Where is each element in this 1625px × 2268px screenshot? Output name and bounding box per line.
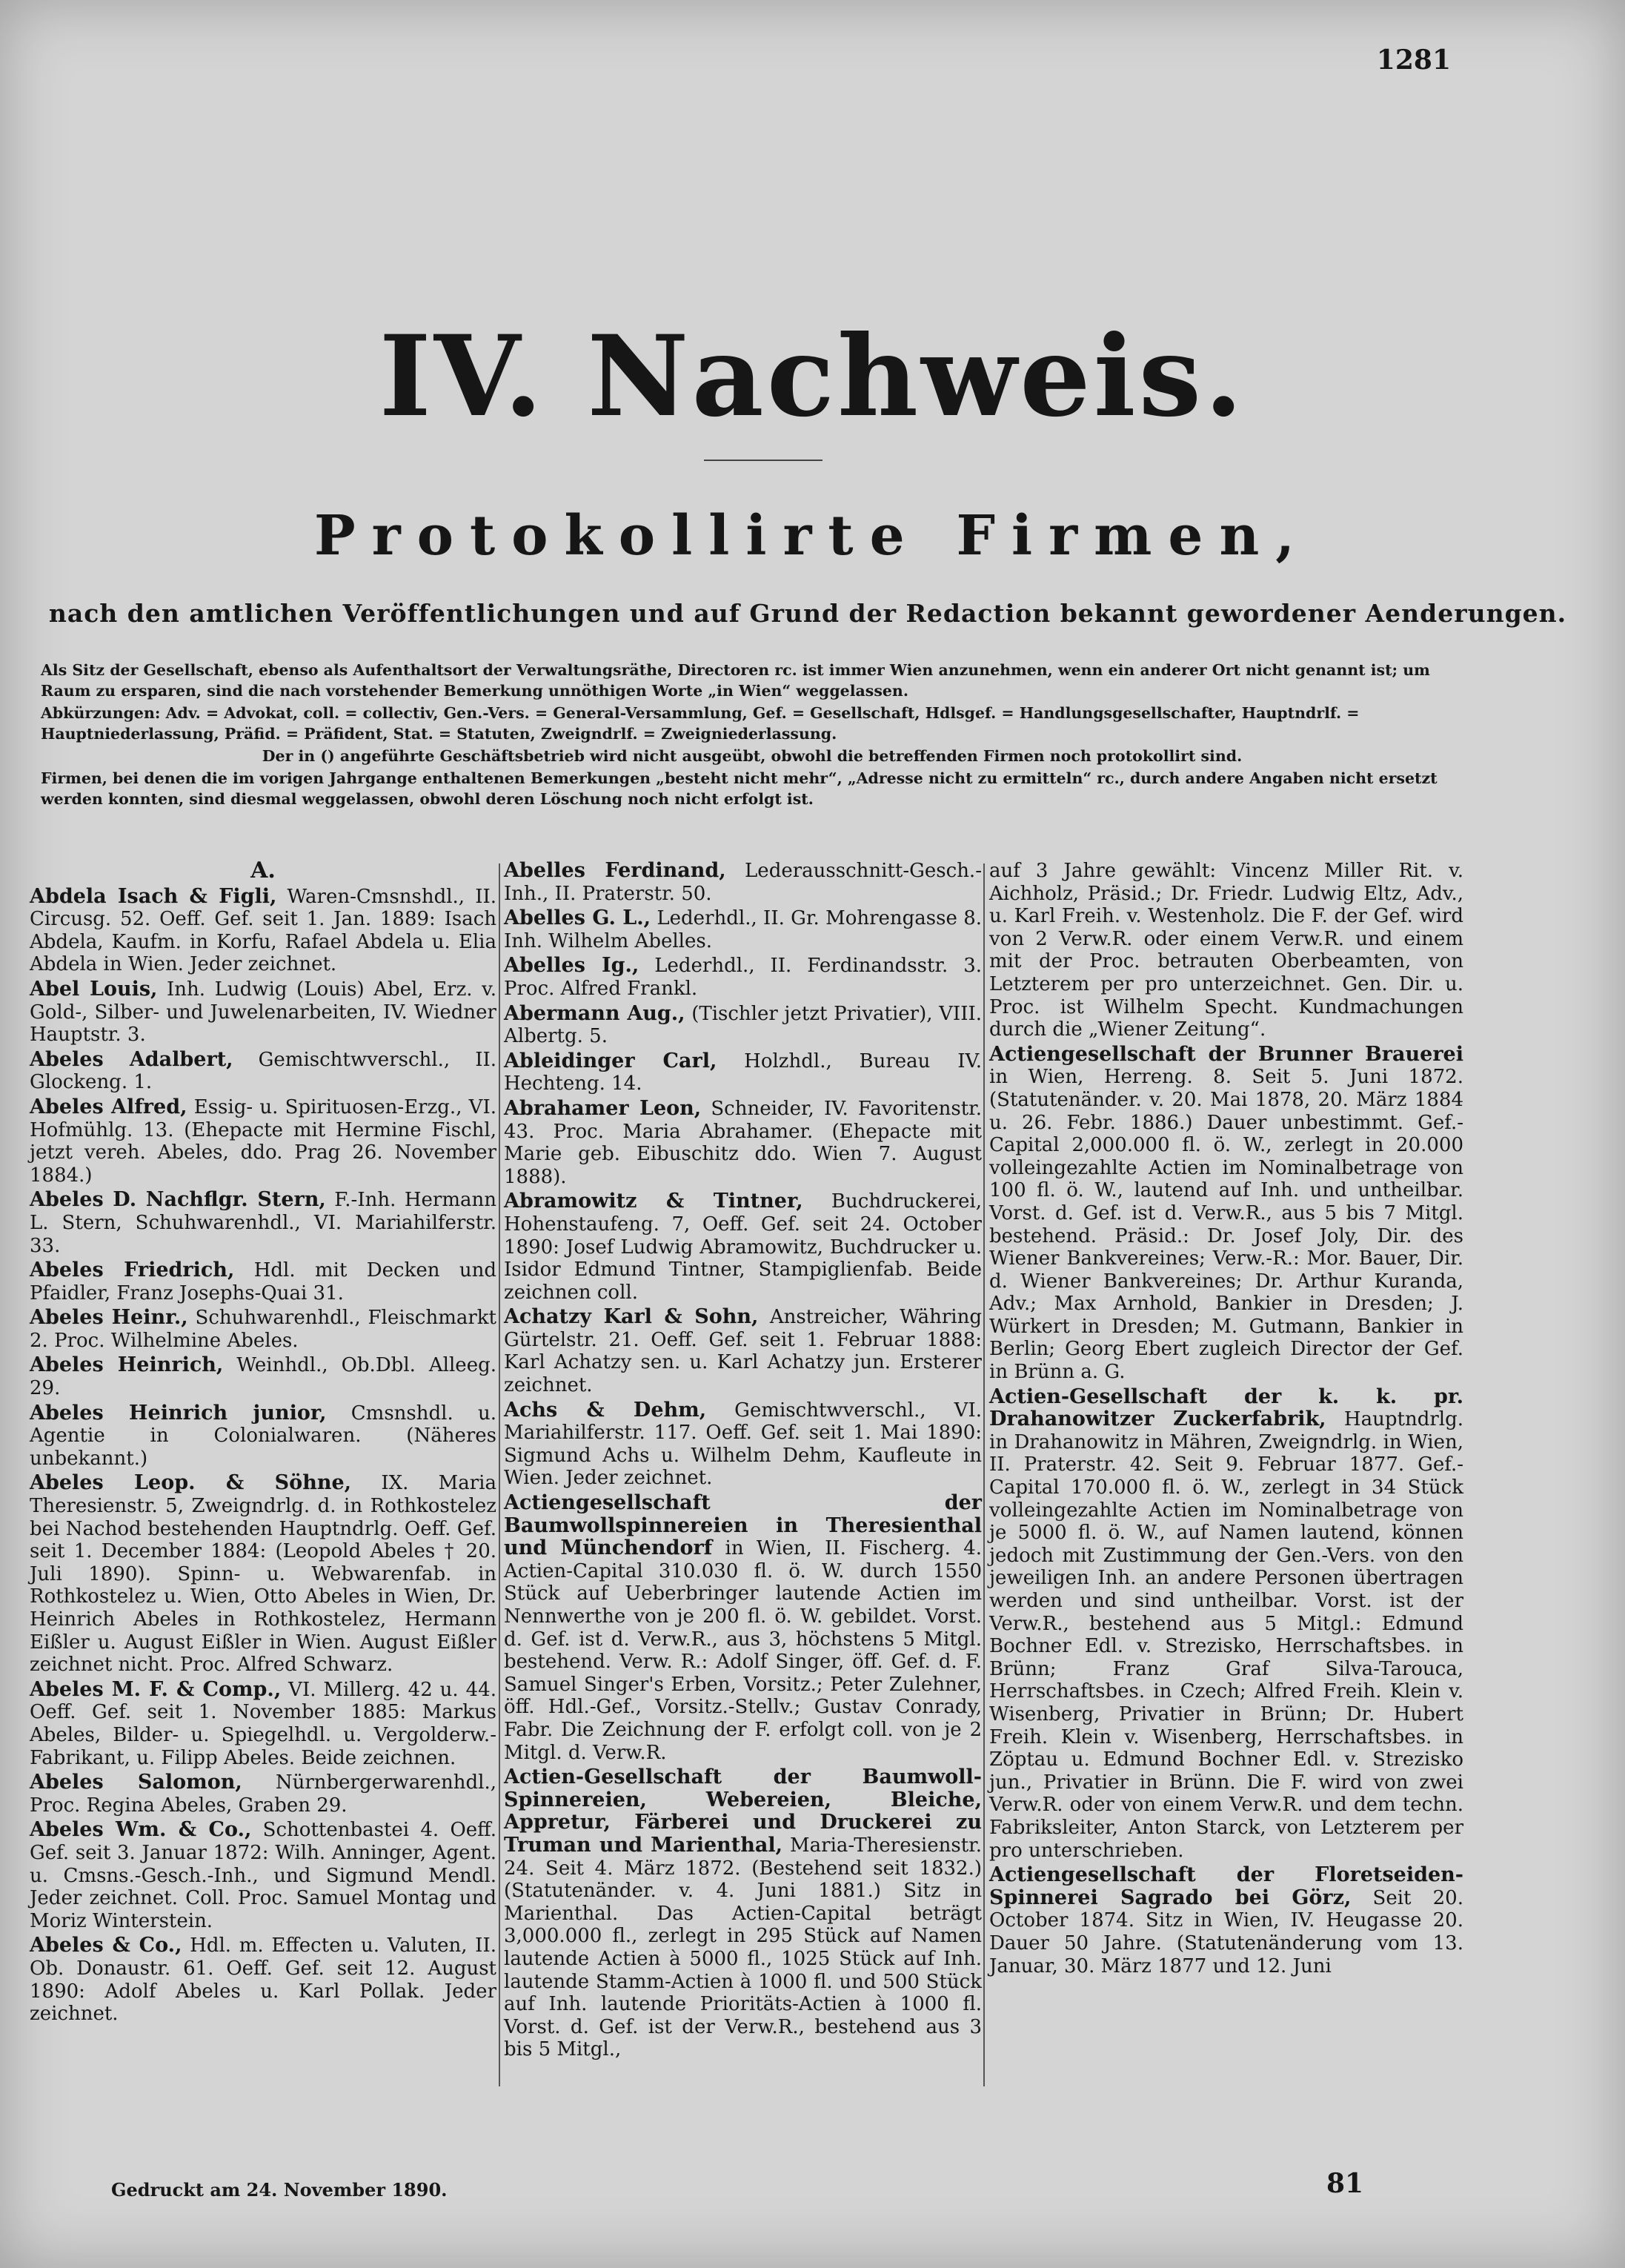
column-divider	[499, 863, 500, 2086]
firm-name: Achs & Dehm,	[504, 1398, 707, 1422]
firm-entry	[504, 1050, 982, 1095]
section-subtitle: nach den amtlichen Veröffentlichungen und auf Grund der Redaction bekannt gewordener Aenderungen.	[48, 599, 1567, 628]
firm-details: Hdl. mit Decken und Pfaidler, Franz Josephs-Quai 31.	[30, 1259, 496, 1304]
firm-entry	[30, 1402, 496, 1470]
note-omitted: Firmen, bei denen die im vorigen Jahrgange enthaltenen Bemerkungen „besteht nicht mehr“, „Adresse nicht zu ermitteln“ rc., durch andere Angaben nicht ersetzt werden konnten, sind diesmal weggelassen, obwohl deren Löschung noch nicht erfolgt ist.	[41, 769, 1438, 808]
firm-entry	[30, 886, 496, 976]
firm-details: Nürnbergerwarenhdl., Proc. Regina Abeles, Graben 29.	[30, 1771, 496, 1817]
firm-entry	[30, 1259, 496, 1304]
column-3	[989, 860, 1463, 1980]
firm-details: Hdl. m. Effecten u. Valuten, II. Ob. Donaustr. 61. Oeff. Gef. seit 12. August 1890: Adolf Abeles u. Karl Pollak. Jeder zeichnet.	[30, 1934, 496, 2026]
note-brackets: Der in () angeführte Geschäftsbetrieb wird nicht ausgeübt, obwohl die betreffenden Firmen noch protokollirt sind.	[262, 747, 1243, 765]
section-title: Protokollirte Firmen,	[313, 504, 1312, 568]
firm-details: Lederhdl., II. Ferdinandsstr. 3. Proc. Alfred Frankl.	[504, 955, 983, 1000]
firm-name: Abeles Alfred,	[30, 1095, 187, 1118]
note-seat: Als Sitz der Gesellschaft, ebenso als Aufenthaltsort der Verwaltungsräthe, Directoren rc. ist immer Wien anzunehmen, wenn ein anderer Ort nicht genannt ist; um Raum zu ersparen, sind die nach vorstehender Bemerkung unnöthigen Worte „in Wien“ weggelassen.	[41, 661, 1430, 700]
firm-name: Ableidinger Carl,	[504, 1049, 717, 1072]
editorial-notes	[41, 660, 1463, 811]
firm-name: Abeles Adalbert,	[30, 1047, 233, 1071]
firm-name: Abramowitz & Tintner,	[504, 1190, 803, 1213]
firm-details: VI. Millerg. 42 u. 44. Oeff. Gef. seit 1. November 1885: Markus Abeles, Bilder- u. Spiegelhdl. u. Vergolderw.-Fabrikant, u. Filipp Abeles. Beide zeichnen.	[30, 1678, 496, 1769]
firm-details: Gemischtwverschl., VI. Mariahilferstr. 117. Oeff. Gef. seit 1. Mai 1890: Sigmund Achs u. Wilhelm Dehm, Kaufleute in Wien. Jeder zeichnet.	[504, 1399, 982, 1490]
column-1	[30, 860, 496, 2028]
firm-details: Maria-Theresienstr. 24. Seit 4. März 1872. (Bestehend seit 1832.) (Statutenänder. v. 4. Juni 1881.) Sitz in Marienthal. Das Actien-Capital beträgt 3,000.000 fl., zerlegt in 295 Stück auf Namen lautende Actien à 5000 fl., 1025 Stück auf Inh. lautende Stamm-Actien à 1000 fl. und 500 Stück auf Inh. lautende Prioritäts-Actien à 1000 fl. Vorst. d. Gef. ist der Verw.R., bestehend aus 3 bis 5 Mitgl.,	[504, 1834, 982, 2061]
firm-details: Schneider, IV. Favoritenstr. 43. Proc. Maria Abrahamer. (Ehepacte mit Marie geb. Eibuschitz ddo. Wien 7. August 1888).	[504, 1097, 982, 1188]
firm-details: in Wien, Herreng. 8. Seit 5. Juni 1872. (Statutenänder. v. 20. Mai 1878, 20. März 1884 u. 26. Febr. 1886.) Dauer unbestimmt. Gef.-Capital 2,000.000 fl. ö. W., zerlegt in 20.000 volleingezahlte Actien im Nominalbetrage von 100 fl. ö. W., lautend auf Inh. und untheilbar. Vorst. d. Gef. ist d. Verw.R., aus 5 bis 7 Mitgl. bestehend. Präsid.: Dr. Josef Joly, Dir. des Wiener Bankvereines; Verw.-R.: Mor. Bauer, Dir. d. Wiener Bankvereines; Dr. Arthur Kuranda, Adv.; Max Arnhold, Bankier in Dresden; J. Würkert in Dresden; M. Gutmann, Bankier in Berlin; Georg Ebert zugleich Director der Gef. in Brünn a. G.	[989, 1066, 1463, 1384]
firm-name: Abelles G. L.,	[504, 906, 651, 930]
print-date: Gedruckt am 24. November 1890.	[111, 2179, 448, 2201]
firm-details: Gemischtwverschl., II. Glockeng. 1.	[30, 1048, 496, 1094]
firm-entry	[504, 955, 982, 1000]
firm-entry	[504, 1306, 982, 1396]
firm-details: Hauptndrlg. in Drahanowitz in Mähren, Zweigndrlg. in Wien, II. Praterstr. 42. Seit 9. Februar 1877. Gef.-Capital 170.000 fl. ö. W., zerlegt in 34 Stück volleingezahlte Actien im Nominalbetrage von je 5000 fl. ö. W., auf Namen lautend, können jedoch mit Zustimmung der Gen.-Vers. von den jeweiligen Inh. an andere Personen übertragen werden und sind untheilbar. Vorst. ist der Verw.R., bestehend aus 5 Mitgl.: Edmund Bochner Edl. v. Strezisko, Herrschaftsbes. in Brünn; Franz Graf Silva-Tarouca, Herrschaftsbes. in Czech; Alfred Freih. Klein v. Wisenberg, Privatier in Brünn; Dr. Hubert Freih. Klein v. Wisenberg, Herrschaftsbes. in Zöptau u. Edmund Bochner Edl. v. Strezisko jun., Privatier in Brünn. Die F. wird von zwei Verw.R. oder von einem Verw.R. und dem techn. Fabriksleiter, Anton Starck, von Letzterem per pro unterschrieben.	[989, 1408, 1463, 1862]
firm-details: Schuhwarenhdl., Fleischmarkt 2. Proc. Wilhelmine Abeles.	[30, 1307, 496, 1352]
firm-name: Abeles Salomon,	[30, 1771, 242, 1794]
firm-details: in Wien, II. Fischerg. 4. Actien-Capital 310.030 fl. ö. W. durch 1550 Stück auf Ueberbringer lautende Actien im Nennwerthe von je 200 fl. ö. W. gebildet. Vorst. d. Gef. ist d. Verw.R., aus 3, höchstens 5 Mitgl. bestehend. Verw. R.: Adolf Singer, öff. Gef. d. F. Samuel Singer's Erben, Vorsitz.; Peter Zulehner, öff. Hdl.-Gef., Vorsitz.-Stellv.; Gustav Conrady, Fabr. Die Zeichnung der F. erfolgt coll. von je 2 Mitgl. d. Verw.R.	[504, 1537, 982, 1764]
firm-entry	[504, 1492, 982, 1764]
firm-name: Actiengesellschaft der Baumwollspinnereien in Theresienthal und Münchendorf	[504, 1491, 982, 1560]
firm-details: Weinhdl., Ob.Dbl. Allееg. 29.	[30, 1354, 496, 1400]
firm-name: Actien-Gesellschaft der Baumwoll-Spinnereien, Webereien, Bleiche, Appretur, Färberei und Druckerei zu Truman und Marienthal,	[504, 1765, 982, 1857]
firm-name: Achatzy Karl & Sohn,	[504, 1305, 759, 1329]
firm-details: F.-Inh. Hermann L. Stern, Schuhwarenhdl., VI. Mariahilferstr. 33.	[30, 1189, 497, 1257]
section-letter: A.	[250, 858, 276, 883]
firm-entry	[989, 1386, 1463, 1862]
firm-name: Actien-Gesellschaft der k. k. pr. Drahanowitzer Zuckerfabrik,	[989, 1385, 1463, 1431]
firm-details: auf 3 Jahre gewählt: Vincenz Miller Rit. v. Aichholz, Präsid.; Dr. Friedr. Ludwig Eltz, Adv., u. Karl Freih. v. Westenholz. Die F. der Gef. wird von 2 Verw.R. oder einem Verw.R. und einem mit der Proc. betrauten Oberbeamten, von Letzterem per pro unterzeichnet. Gen. Dir. u. Proc. ist Wilhelm Specht. Kundmachungen durch die „Wiener Zeitung“.	[989, 860, 1463, 1041]
firm-entry	[30, 1307, 496, 1352]
column-divider	[983, 863, 985, 2086]
firm-name: Abelles Ferdinand,	[504, 859, 726, 882]
firm-details: Essig- u. Spirituosen-Erzg., VI. Hofmühlg. 13. (Ehepacte mit Hermine Fischl, jetzt vereh. Abeles, ddo. Prag 26. November 1884.)	[30, 1095, 496, 1187]
firm-entry	[504, 1399, 982, 1490]
firm-entry	[504, 860, 982, 905]
firm-name: Actiengesellschaft der Brunner Brauerei	[989, 1042, 1463, 1066]
firm-details: Lederausschnitt-Gesch.-Inh., II. Praterstr. 50.	[504, 860, 982, 905]
firm-entry	[30, 1934, 496, 2025]
firm-entry	[30, 1679, 496, 1769]
firm-entry	[30, 1049, 496, 1094]
firm-details: Waren-Cmsnshdl., II. Circusg. 52. Oeff. Gef. seit 1. Jan. 1889: Isach Abdela, Kaufm. in Korfu, Rafael Abdela u. Elia Abdela in Wien. Jeder zeichnet.	[30, 885, 497, 976]
firm-name: Abeles Leop. & Söhne,	[30, 1471, 352, 1495]
firm-details: Buchdruckerei, Hohenstaufeng. 7, Oeff. Gef. seit 24. October 1890: Josef Ludwig Abramowitz, Buchdrucker u. Isidor Edmund Tintner, Stampiglienfab. Beide zeichnen coll.	[504, 1190, 982, 1304]
firm-name: Actiengesellschaft der Floretseiden-Spinnerei Sagrado bei Görz,	[989, 1863, 1463, 1909]
firm-entry	[30, 1096, 496, 1187]
sheet-number: 81	[1326, 2168, 1364, 2199]
firm-details: (Tischler jetzt Privatier), VIII. Albertg. 5.	[504, 1002, 983, 1048]
firm-entry	[504, 1766, 982, 2061]
firm-entry	[989, 860, 1463, 1041]
firm-entry	[989, 1864, 1463, 1977]
firm-entry	[30, 1354, 496, 1399]
firm-name: Abeles Heinrich junior,	[30, 1401, 327, 1425]
firm-name: Abeles Heinr.,	[30, 1306, 188, 1330]
page-title: IV. Nachweis.	[379, 311, 1246, 442]
firm-name: Abermann Aug.,	[504, 1001, 685, 1025]
firm-name: Abeles M. F. & Comp.,	[30, 1677, 282, 1701]
firm-name: Abdela Isach & Figli,	[30, 884, 277, 908]
firm-details: Anstreicher, Währing Gürtelstr. 21. Oeff. Gef. seit 1. Februar 1888: Karl Achatzy sen. u. Karl Achatzy jun. Ersterer zeichnet.	[504, 1306, 982, 1397]
firm-entry	[504, 1190, 982, 1304]
firm-name: Abeles Wm. & Co.,	[30, 1818, 252, 1842]
firm-details: Holzhdl., Bureau IV. Hechteng. 14.	[504, 1050, 982, 1095]
firm-entry	[504, 1098, 982, 1188]
firm-details: IX. Maria Theresienstr. 5, Zweigndrlg. d. in Rothkostelez bei Nachod bestehenden Hauptndrlg. Oeff. Gef. seit 1. December 1884: (Leopold Abeles † 20. Juli 1890). Spinn- u. Webwarenfab. in Rothkostelez u. Wien, Otto Abeles in Wien, Dr. Heinrich Abeles in Rothkostelez, Hermann Eißler u. August Eißler in Wien. August Eißler zeichnet nicht. Proc. Alfred Schwarz.	[30, 1472, 497, 1677]
firm-details: Inh. Ludwig (Louis) Abel, Erz. v. Gold-, Silber- und Juwelenarbeiten, IV. Wiedner Hauptstr. 3.	[30, 978, 496, 1047]
firm-name: Abeles Friedrich,	[30, 1259, 235, 1282]
page-number: 1281	[1376, 44, 1451, 76]
firm-details: Seit 20. October 1874. Sitz in Wien, IV. Heugasse 20. Dauer 50 Jahre. (Statutenänderung vom 13. Januar, 30. März 1877 und 12. Juni	[989, 1886, 1463, 1977]
firm-details: Lederhdl., II. Gr. Mohrengasse 8. Inh. Wilhelm Abelles.	[504, 907, 982, 952]
firm-name: Abel Louis,	[30, 977, 158, 1001]
firm-entry	[504, 907, 982, 952]
firm-name: Abeles & Co.,	[30, 1934, 182, 1957]
firm-entry	[30, 1189, 496, 1257]
firm-name: Abrahamer Leon,	[504, 1096, 702, 1120]
firm-entry	[30, 978, 496, 1047]
firm-name: Abeles Heinrich,	[30, 1353, 224, 1377]
firm-entry	[989, 1044, 1463, 1384]
firm-details: Schottenbastei 4. Oeff. Gef. seit 3. Januar 1872: Wilh. Anninger, Agent. u. Cmsns.-Gesch.-Inh., und Sigmund Mendl. Jeder zeichnet. Coll. Proc. Samuel Montag und Moriz Winterstein.	[30, 1819, 496, 1932]
firm-entry	[30, 1472, 496, 1676]
firm-entry	[30, 1819, 496, 1932]
firm-details: Cmsnshdl. u. Agentie in Colonialwaren. (Näheres unbekannt.)	[30, 1402, 496, 1470]
title-rule	[704, 460, 823, 461]
firm-entry	[30, 1771, 496, 1817]
note-abbreviations: Abkürzungen: Adv. = Advokat, coll. = collectiv, Gen.-Vers. = General-Versammlung, Gef. = Gesellschaft, Hdlsgef. = Handlungsgesellschafter, Hauptndrlf. = Hauptniederlassung, Präfid. = Präfident, Stat. = Statuten, Zweigndrlf. = Zweigniederlassung.	[41, 704, 1360, 743]
column-2	[504, 860, 982, 2063]
firm-name: Abelles Ig.,	[504, 954, 639, 978]
firm-entry	[504, 1003, 982, 1048]
firm-name: Abeles D. Nachflgr. Stern,	[30, 1188, 326, 1212]
